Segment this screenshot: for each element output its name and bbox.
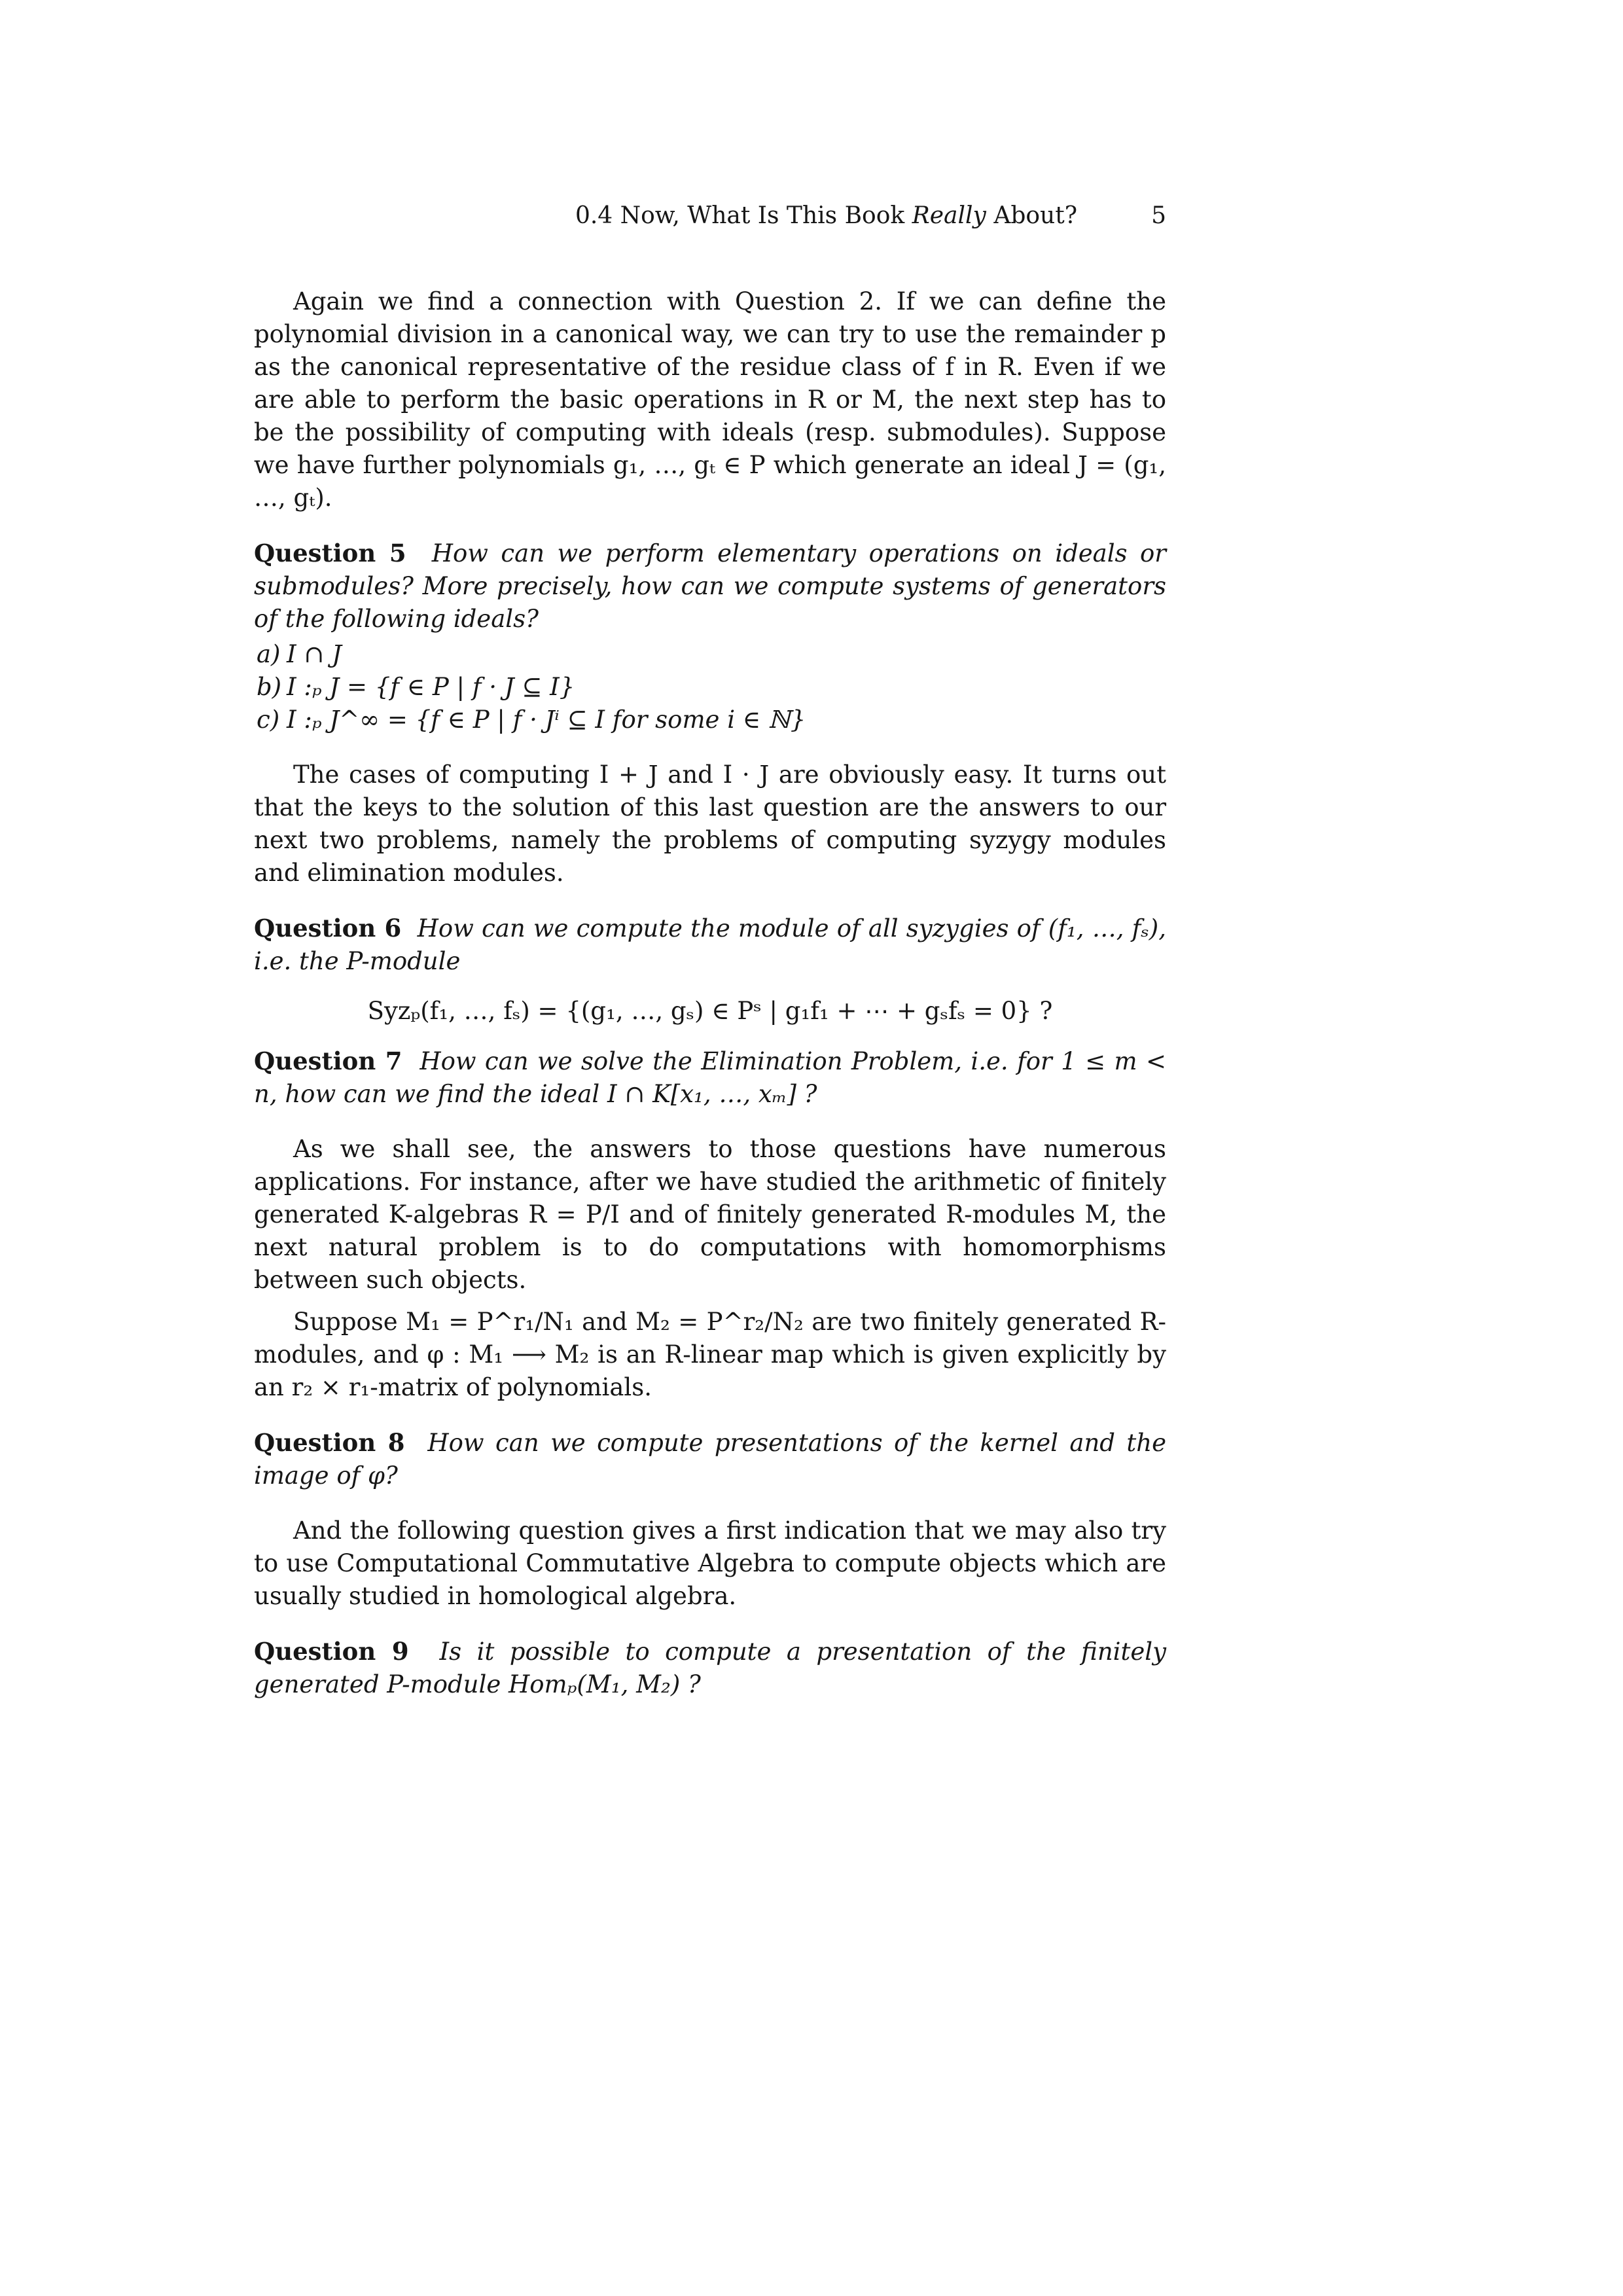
- question-6-label: Question 6: [254, 914, 402, 942]
- question-8: [254, 1426, 1166, 1492]
- paragraph-5: And the following question gives a first indication that we may also try to use Computational Commutative Algebra to compute objects which are usually studied in homological algebra.: [254, 1516, 1166, 1610]
- question-7: [254, 1045, 1166, 1111]
- list-item-b: b) I :ₚ J = {f ∈ P | f · J ⊆ I}: [257, 673, 575, 701]
- running-head: [254, 196, 1166, 236]
- question-5-items: [254, 638, 1166, 736]
- paragraph-1: Again we find a connection with Question 2. If we can define the polynomial division in a canonical way, we can try to use the remainder p as the canonical representative of the residue class of f in R. Even if we are able to perform the basic operations in R or M, the next step has to be the possibility of computing with ideals (resp. submodules). Suppose we have further polynomials g₁, …, gₜ ∈ P which generate an ideal J = (g₁, …, gₜ).: [254, 287, 1166, 512]
- book-page: [254, 196, 1166, 1701]
- question-6-text: How can we compute the module of all syzygies of (f₁, …, fₛ), i.e. the P-module: [254, 914, 1166, 975]
- question-8-label: Question 8: [254, 1428, 405, 1457]
- question-8-text: How can we compute presentations of the kernel and the image of φ?: [254, 1429, 1166, 1490]
- question-5-text: How can we perform elementary operations on ideals or submodules? More precisely, how can we compute systems of generators of the following ideals?: [254, 539, 1166, 633]
- running-head-title: 0.4 Now, What Is This Book Really About?: [575, 202, 1077, 229]
- page-number: 5: [1151, 202, 1166, 229]
- question-7-text: How can we solve the Elimination Problem, i.e. for 1 ≤ m < n, how can we find the ideal I ∩ K[x₁, …, xₘ] ?: [254, 1047, 1166, 1108]
- syzygy-formula: Syzₚ(f₁, …, fₛ) = {(g₁, …, gₛ) ∈ Pˢ | g₁f₁ + ⋯ + gₛfₛ = 0} ?: [367, 997, 1053, 1025]
- question-9-label: Question 9: [254, 1637, 409, 1666]
- question-7-label: Question 7: [254, 1047, 402, 1075]
- question-9-text: Is it possible to compute a presentation of the finitely generated P-module Homₚ(M₁, M₂) ?: [254, 1638, 1166, 1698]
- paragraph-3: As we shall see, the answers to those questions have numerous applications. For instance, after we have studied the arithmetic of finitely generated K-algebras R = P/I and of finitely generated R-modules M, the next natural problem is to do computations with homomorphisms between such objects.: [254, 1135, 1166, 1294]
- question-9: [254, 1635, 1166, 1701]
- question-6: [254, 912, 1166, 1028]
- paragraph-4: Suppose M₁ = P^r₁/N₁ and M₂ = P^r₂/N₂ are two finitely generated R-modules, and φ : M₁ ⟶ M₂ is an R-linear map which is given explicitly by an r₂ × r₁-matrix of polynomials.: [254, 1308, 1166, 1401]
- question-5: [254, 537, 1166, 736]
- list-item-a: a) I ∩ J: [257, 640, 342, 668]
- list-item-c: c) I :ₚ J^∞ = {f ∈ P | f · Jⁱ ⊆ I for some i ∈ ℕ}: [257, 706, 806, 734]
- paragraph-2: The cases of computing I + J and I · J are obviously easy. It turns out that the keys to the solution of this last question are the answers to our next two problems, namely the problems of computing syzygy modules and elimination modules.: [254, 761, 1166, 887]
- question-5-label: Question 5: [254, 539, 406, 567]
